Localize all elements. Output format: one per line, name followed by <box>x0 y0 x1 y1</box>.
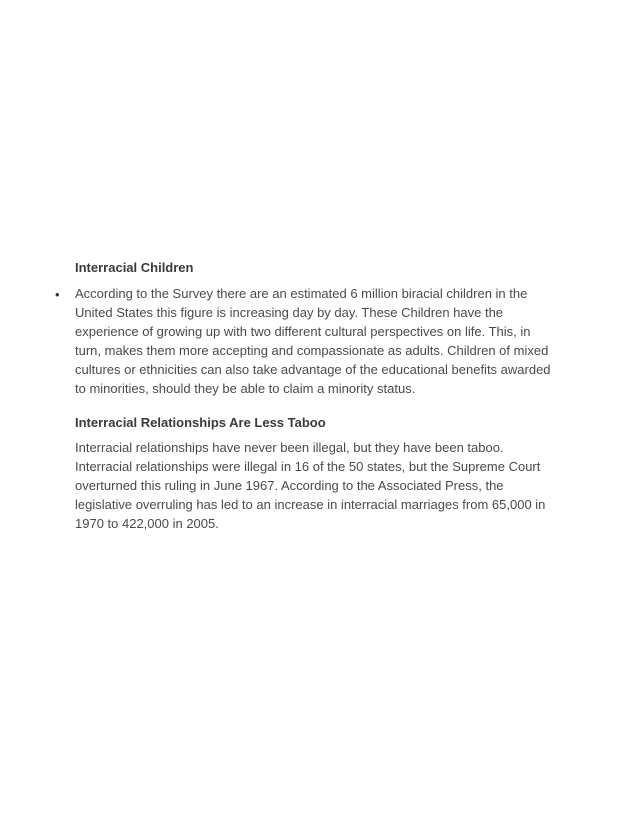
paragraph-line: According to the Survey there are an estimated 6 million biracial children in the <box>75 286 528 301</box>
section-paragraph <box>75 438 570 533</box>
paragraph-line: overturned this ruling in June 1967. According to the Associated Press, the <box>75 478 504 493</box>
paragraph-line: experience of growing up with two different cultural perspectives on life. This, in <box>75 324 531 339</box>
section-relationships-less-taboo <box>75 414 570 432</box>
paragraph-line: legislative overruling has led to an increase in interracial marriages from 65,000 in <box>75 497 546 512</box>
paragraph-line: turn, makes them more accepting and compassionate as adults. Children of mixed <box>75 343 549 358</box>
paragraph-line: to minorities, should they be able to claim a minority status. <box>75 381 416 396</box>
paragraph-line: United States this figure is increasing day by day. These Children have the <box>75 305 504 320</box>
paragraph <box>75 284 570 398</box>
bullet-point: • <box>55 287 60 302</box>
section-heading: Interracial Children <box>75 260 194 275</box>
paragraph-line: 1970 to 422,000 in 2005. <box>75 516 219 531</box>
paragraph-line: cultures or ethnicities can also take advantage of the educational benefits awarded <box>75 362 551 377</box>
section-paragraph <box>75 284 570 398</box>
paragraph-line: Interracial relationships have never been illegal, but they have been taboo. <box>75 440 504 455</box>
section-interracial-children <box>75 259 570 277</box>
paragraph-line: Interracial relationships were illegal in 16 of the 50 states, but the Supreme Court <box>75 459 541 474</box>
paragraph <box>75 438 570 533</box>
section-heading: Interracial Relationships Are Less Taboo <box>75 415 326 430</box>
